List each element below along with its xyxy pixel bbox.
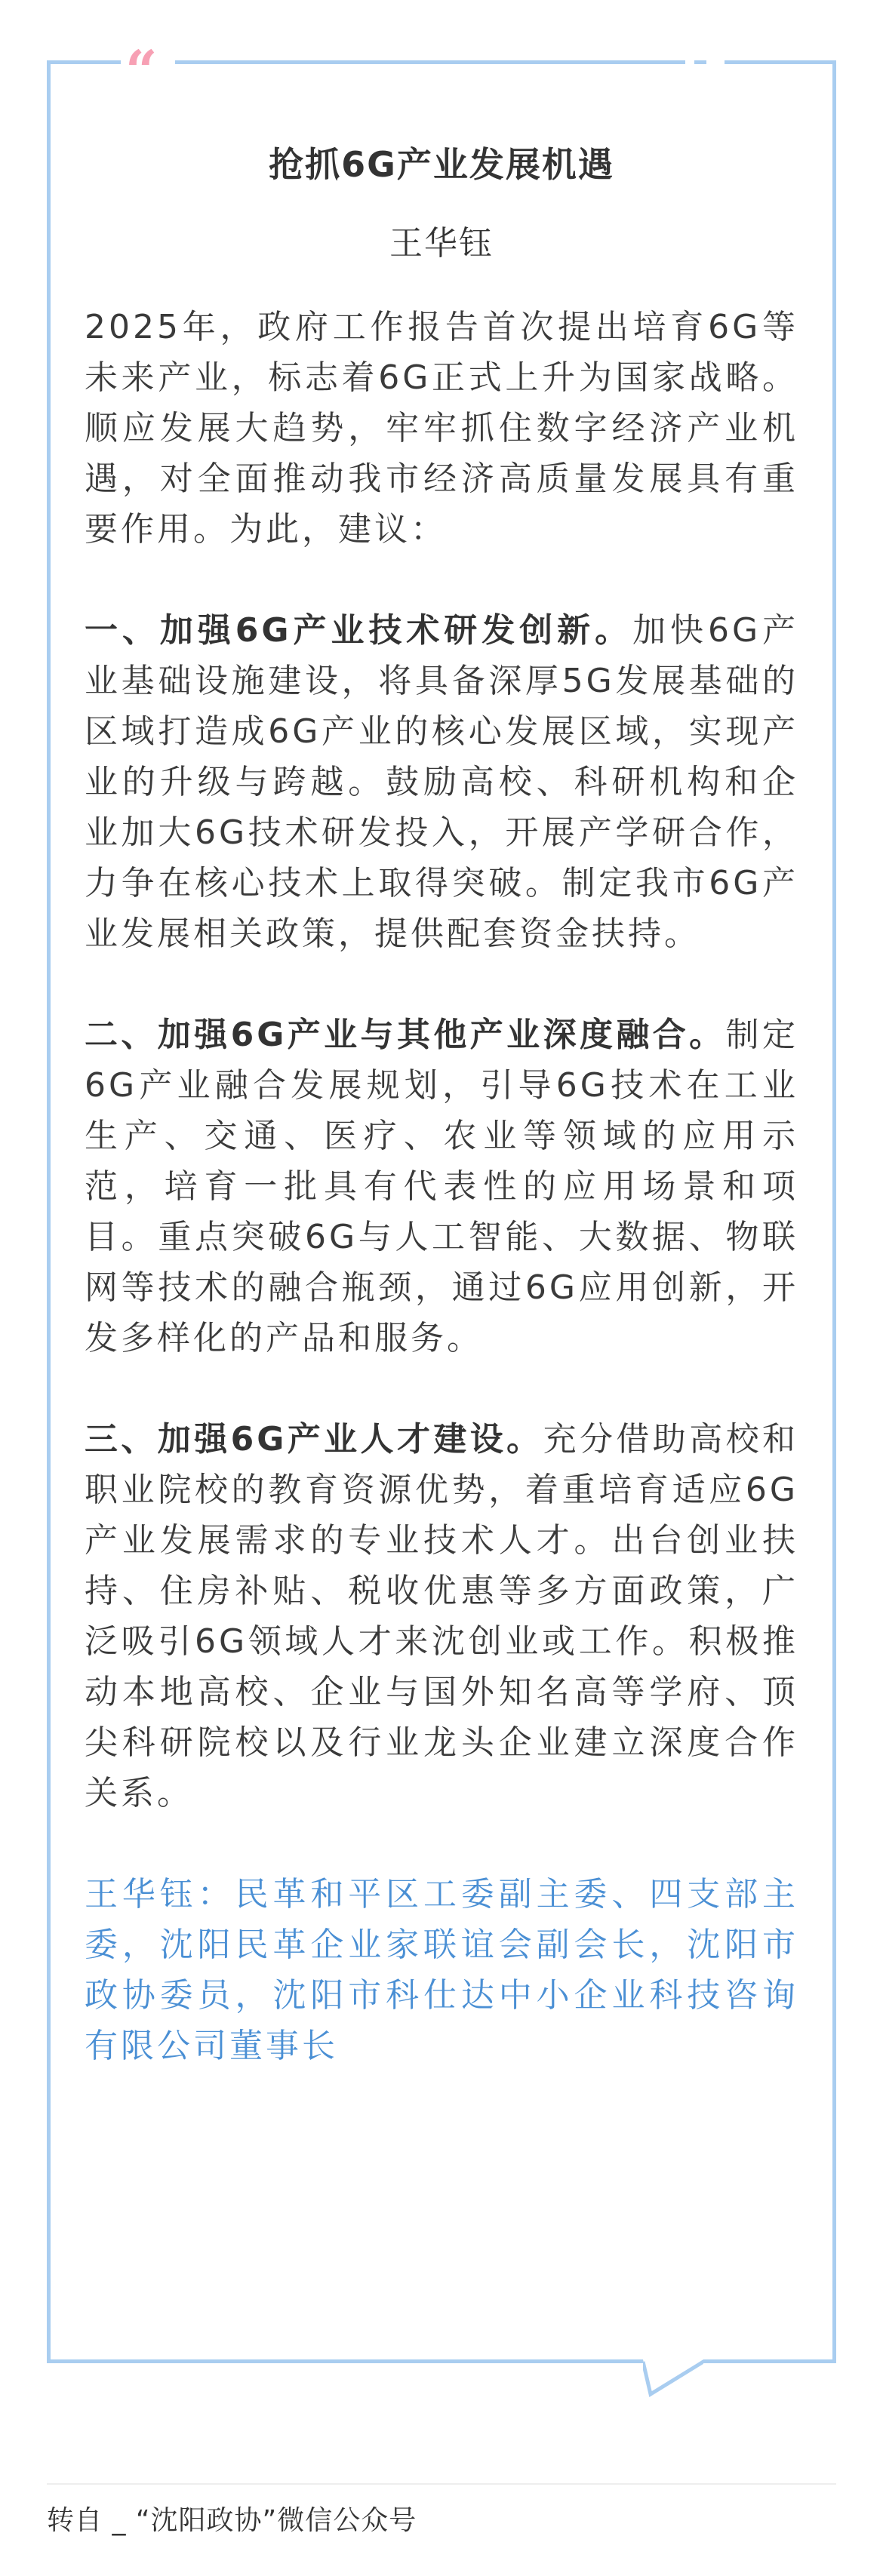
suggestion-heading-3: 三、加强6G产业人才建设。 xyxy=(85,1420,543,1459)
suggestion-heading-2: 二、加强6G产业与其他产业深度融合。 xyxy=(85,1016,726,1054)
quote-icon: “ xyxy=(125,39,153,104)
source-note: 转自 _ “沈阳政协”微信公众号 xyxy=(47,2505,417,2536)
suggestion-paragraph-3 xyxy=(85,1414,798,1818)
article-title: 抢抓6G产业发展机遇 xyxy=(269,144,614,185)
article-author: 王华钰 xyxy=(389,224,494,263)
article-body xyxy=(85,142,798,2071)
author-bio: 王华钰：民革和平区工委副主委、四支部主委，沈阳民革企业家联谊会副会长，沈阳市政协委员，沈阳市科仕达中小企业科技咨询有限公司董事长 xyxy=(85,1875,798,2065)
suggestion-body-1: 加快6G产业基础设施建设，将具备深厚5G发展基础的区域打造成6G产业的核心发展区域，实现产业的升级与跨越。鼓励高校、科研机构和企业加大6G技术研发投入，开展产学研合作，力争在核心技术上取得突破。制定我市6G产业发展相关政策，提供配套资金扶持。 xyxy=(85,611,799,953)
intro-paragraph: 2025年，政府工作报告首次提出培育6G等未来产业，标志着6G正式上升为国家战略。顺应发展大趋势，牢牢抓住数字经济产业机遇，对全面推动我市经济高质量发展具有重要作用。为此，建议： xyxy=(85,308,798,549)
suggestion-body-2: 制定6G产业融合发展规划，引导6G技术在工业生产、交通、医疗、农业等领域的应用示范，培育一批具有代表性的应用场景和项目。重点突破6G与人工智能、大数据、物联网等技术的融合瓶颈，通过6G应用创新，开发多样化的产品和服务。 xyxy=(85,1016,798,1357)
frame-dash-icon xyxy=(694,60,706,64)
suggestion-paragraph-1 xyxy=(85,605,798,959)
suggestion-heading-1: 一、加强6G产业技术研发创新。 xyxy=(85,611,633,650)
suggestion-body-3: 充分借助高校和职业院校的教育资源优势，着重培育适应6G产业发展需求的专业技术人才。出台创业扶持、住房补贴、税收优惠等多方面政策，广泛吸引6G领域人才来沈创业或工作。积极推动本地高校、企业与国外知名高等学府、顶尖科研院校以及行业龙头企业建立深度合作关系。 xyxy=(85,1420,798,1812)
suggestion-paragraph-2 xyxy=(85,1010,798,1363)
footer-divider xyxy=(47,2483,836,2485)
